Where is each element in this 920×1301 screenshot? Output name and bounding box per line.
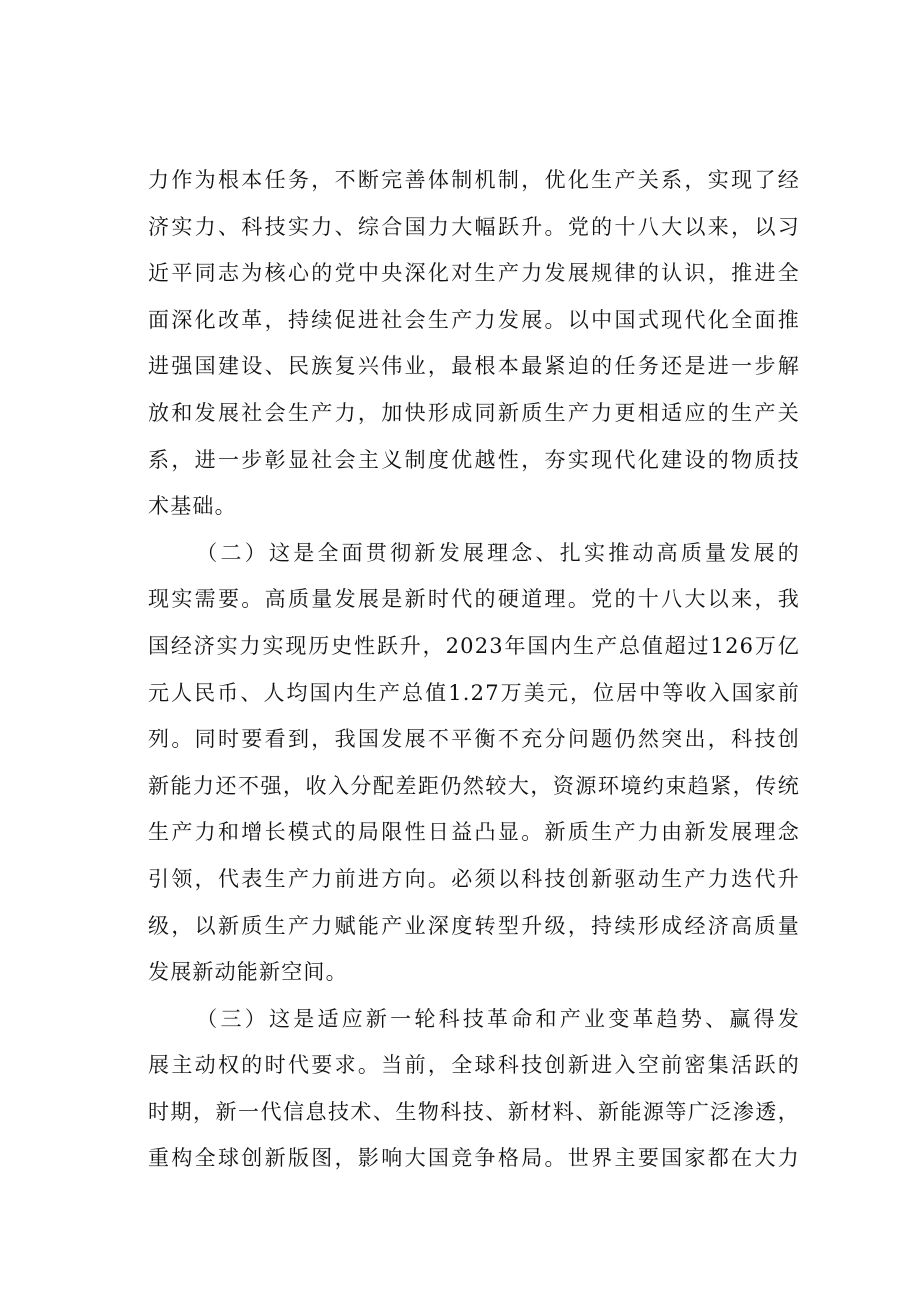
- text-line: 近平同志为核心的党中央深化对生产力发展规律的认识，推进全: [148, 261, 800, 286]
- text-line: 新能力还不强，收入分配差距仍然较大，资源环境约束趋紧，传统: [148, 773, 800, 798]
- paragraph-section-3: [148, 996, 800, 1182]
- paragraph-continued: [148, 157, 800, 530]
- text-line: 系，进一步彰显社会主义制度优越性，夯实现代化建设的物质技: [148, 447, 800, 472]
- text-line: 现实需要。高质量发展是新时代的硬道理。党的十八大以来，我: [148, 587, 800, 612]
- text-line: 术基础。: [148, 494, 237, 519]
- text-line: 发展新动能新空间。: [148, 960, 348, 985]
- text-line: 力作为根本任务，不断完善体制机制，优化生产关系，实现了经: [148, 168, 800, 192]
- paragraph-section-2: [148, 530, 800, 996]
- text-line: 放和发展社会生产力，加快形成同新质生产力更相适应的生产关: [148, 400, 800, 425]
- text-line: 面深化改革，持续促进社会生产力发展。以中国式现代化全面推: [148, 307, 800, 332]
- text-line: 进强国建设、民族复兴伟业，最根本最紧迫的任务还是进一步解: [148, 354, 800, 379]
- text-line: 展主动权的时代要求。当前，全球科技创新进入空前密集活跃的: [148, 1053, 800, 1078]
- document-body: [148, 157, 800, 1182]
- text-line: 济实力、科技实力、综合国力大幅跃升。党的十八大以来，以习: [148, 214, 800, 239]
- text-line: （三）这是适应新一轮科技革命和产业变革趋势、赢得发: [196, 1006, 800, 1031]
- text-line: 元人民币、人均国内生产总值1.27万美元，位居中等收入国家前: [148, 680, 800, 705]
- text-line: 级，以新质生产力赋能产业深度转型升级，持续形成经济高质量: [148, 913, 800, 938]
- text-line: 引领，代表生产力前进方向。必须以科技创新驱动生产力迭代升: [148, 866, 800, 891]
- text-line: 国经济实力实现历史性跃升，2023年国内生产总值超过126万亿: [148, 633, 800, 658]
- text-line: 列。同时要看到，我国发展不平衡不充分问题仍然突出，科技创: [148, 727, 800, 752]
- text-line: 生产力和增长模式的局限性日益凸显。新质生产力由新发展理念: [148, 820, 800, 845]
- text-line: 重构全球创新版图，影响大国竞争格局。世界主要国家都在大力: [148, 1146, 800, 1171]
- text-line: 时期，新一代信息技术、生物科技、新材料、新能源等广泛渗透，: [148, 1099, 800, 1124]
- text-line: （二）这是全面贯彻新发展理念、扎实推动高质量发展的: [196, 540, 800, 565]
